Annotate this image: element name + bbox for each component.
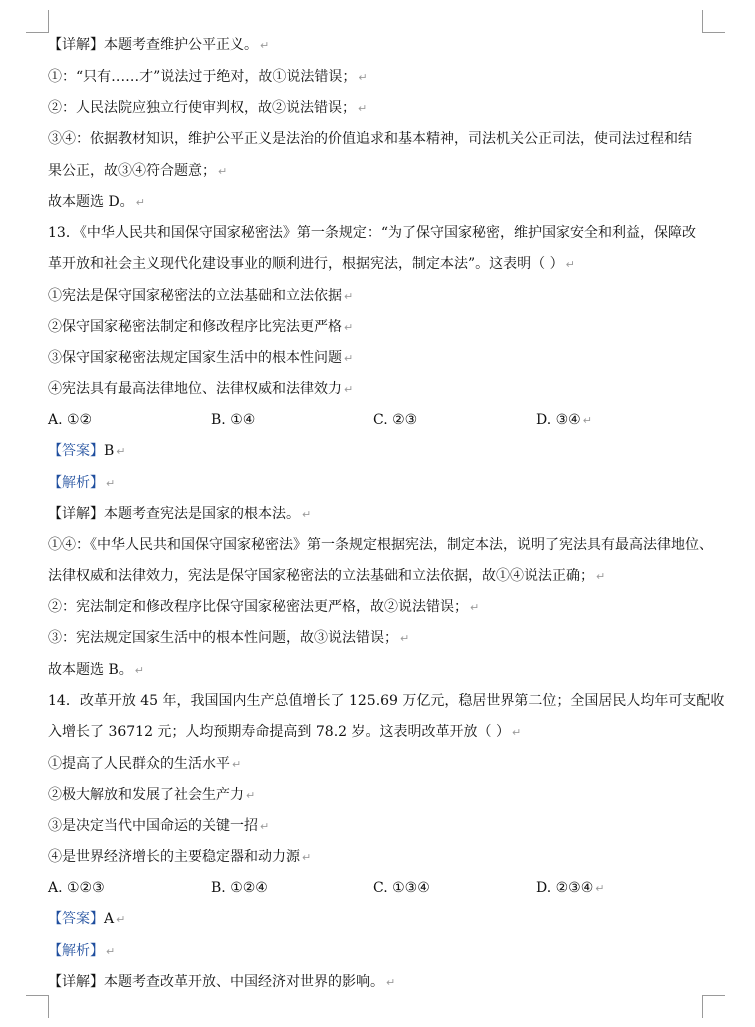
option-c: C. ①③④ <box>373 880 430 896</box>
explanation-line: ①④：《中华人民共和国保守国家秘密法》第一条规定根据宪法，制定本法，说明了宪法具有最高法律地位、 <box>48 537 713 553</box>
question-14-stem: 入增长了 36712 元；人均预期寿命提高到 78.2 岁。这表明改革开放（ ） ↵ <box>48 724 522 740</box>
statement-item: ②保守国家秘密法制定和修改程序比宪法更严格 ↵ <box>48 319 354 335</box>
corner-mark-top-right <box>702 10 725 33</box>
statement-item: ④是世界经济增长的主要稳定器和动力源 ↵ <box>48 849 312 865</box>
answer-conclusion: 故本题选 B。 ↵ <box>48 662 144 678</box>
corner-mark-bottom-left <box>26 995 49 1018</box>
statement-item: ②极大解放和发展了社会生产力 ↵ <box>48 787 256 803</box>
option-a: A. ①② <box>48 412 93 428</box>
option-a: A. ①②③ <box>48 880 105 896</box>
corner-mark-bottom-right <box>702 995 725 1018</box>
statement-item: ①提高了人民群众的生活水平 ↵ <box>48 756 242 772</box>
statement-item: ①宪法是保守国家秘密法的立法基础和立法依据 ↵ <box>48 288 354 304</box>
statement-item: ③保守国家秘密法规定国家生活中的根本性问题 ↵ <box>48 350 354 366</box>
option-d: D. ②③④ ↵ <box>536 880 605 896</box>
explanation-line: ②：宪法制定和修改程序比保守国家秘密法更严格，故②说法错误； ↵ <box>48 599 480 615</box>
corner-mark-top-left <box>26 10 49 33</box>
option-d: D. ③④ ↵ <box>536 412 592 428</box>
explanation-line: 法律权威和法律效力，宪法是保守国家秘密法的立法基础和立法依据，故①④说法正确； ↵ <box>48 568 606 584</box>
analysis-line: 【解析】 ↵ <box>48 943 116 959</box>
statement-item: ④宪法具有最高法律地位、法律权威和法律效力 ↵ <box>48 381 354 397</box>
explanation-line: ②：人民法院应独立行使审判权，故②说法错误； ↵ <box>48 100 368 116</box>
analysis-tag: 【解析】 <box>48 943 104 959</box>
answer-tag: 【答案】 <box>48 911 104 927</box>
option-b: B. ①②④ <box>211 880 268 896</box>
answer-conclusion: 故本题选 D。 ↵ <box>48 194 145 210</box>
option-c: C. ②③ <box>373 412 418 428</box>
question-14-stem: 14．改革开放 45 年，我国国内生产总值增长了 125.69 万亿元，稳居世界第二位；全国居民人均年可支配收 <box>48 693 725 709</box>
analysis-line: 【解析】 ↵ <box>48 475 116 491</box>
explanation-line: ③：宪法规定国家生活中的根本性问题，故③说法错误； ↵ <box>48 630 410 646</box>
answer-line: 【答案】B ↵ <box>48 443 126 459</box>
analysis-tag: 【解析】 <box>48 475 104 491</box>
detail-heading-q14: 【详解】本题考查改革开放、中国经济对世界的影响。 ↵ <box>48 974 396 990</box>
explanation-line: ①：“只有……才”说法过于绝对，故①说法错误； ↵ <box>48 69 368 85</box>
explanation-line: ③④：依据教材知识，维护公平正义是法治的价值追求和基本精神，司法机关公正司法，使司法过程和结 <box>48 131 692 147</box>
statement-item: ③是决定当代中国命运的关键一招 ↵ <box>48 818 270 834</box>
detail-heading-q12: 【详解】本题考查维护公平正义。 ↵ <box>48 37 270 53</box>
detail-heading-q13: 【详解】本题考查宪法是国家的根本法。 ↵ <box>48 506 312 522</box>
answer-tag: 【答案】 <box>48 443 104 459</box>
question-13-stem: 革开放和社会主义现代化建设事业的顺利进行，根据宪法，制定本法”。这表明（ ） ↵ <box>48 256 575 272</box>
answer-line: 【答案】A ↵ <box>48 911 126 927</box>
question-13-stem: 13．《中华人民共和国保守国家秘密法》第一条规定：“为了保守国家秘密，维护国家安全和利益，保障改 <box>48 225 696 241</box>
explanation-line: 果公正，故③④符合题意； ↵ <box>48 163 228 179</box>
option-b: B. ①④ <box>211 412 256 428</box>
